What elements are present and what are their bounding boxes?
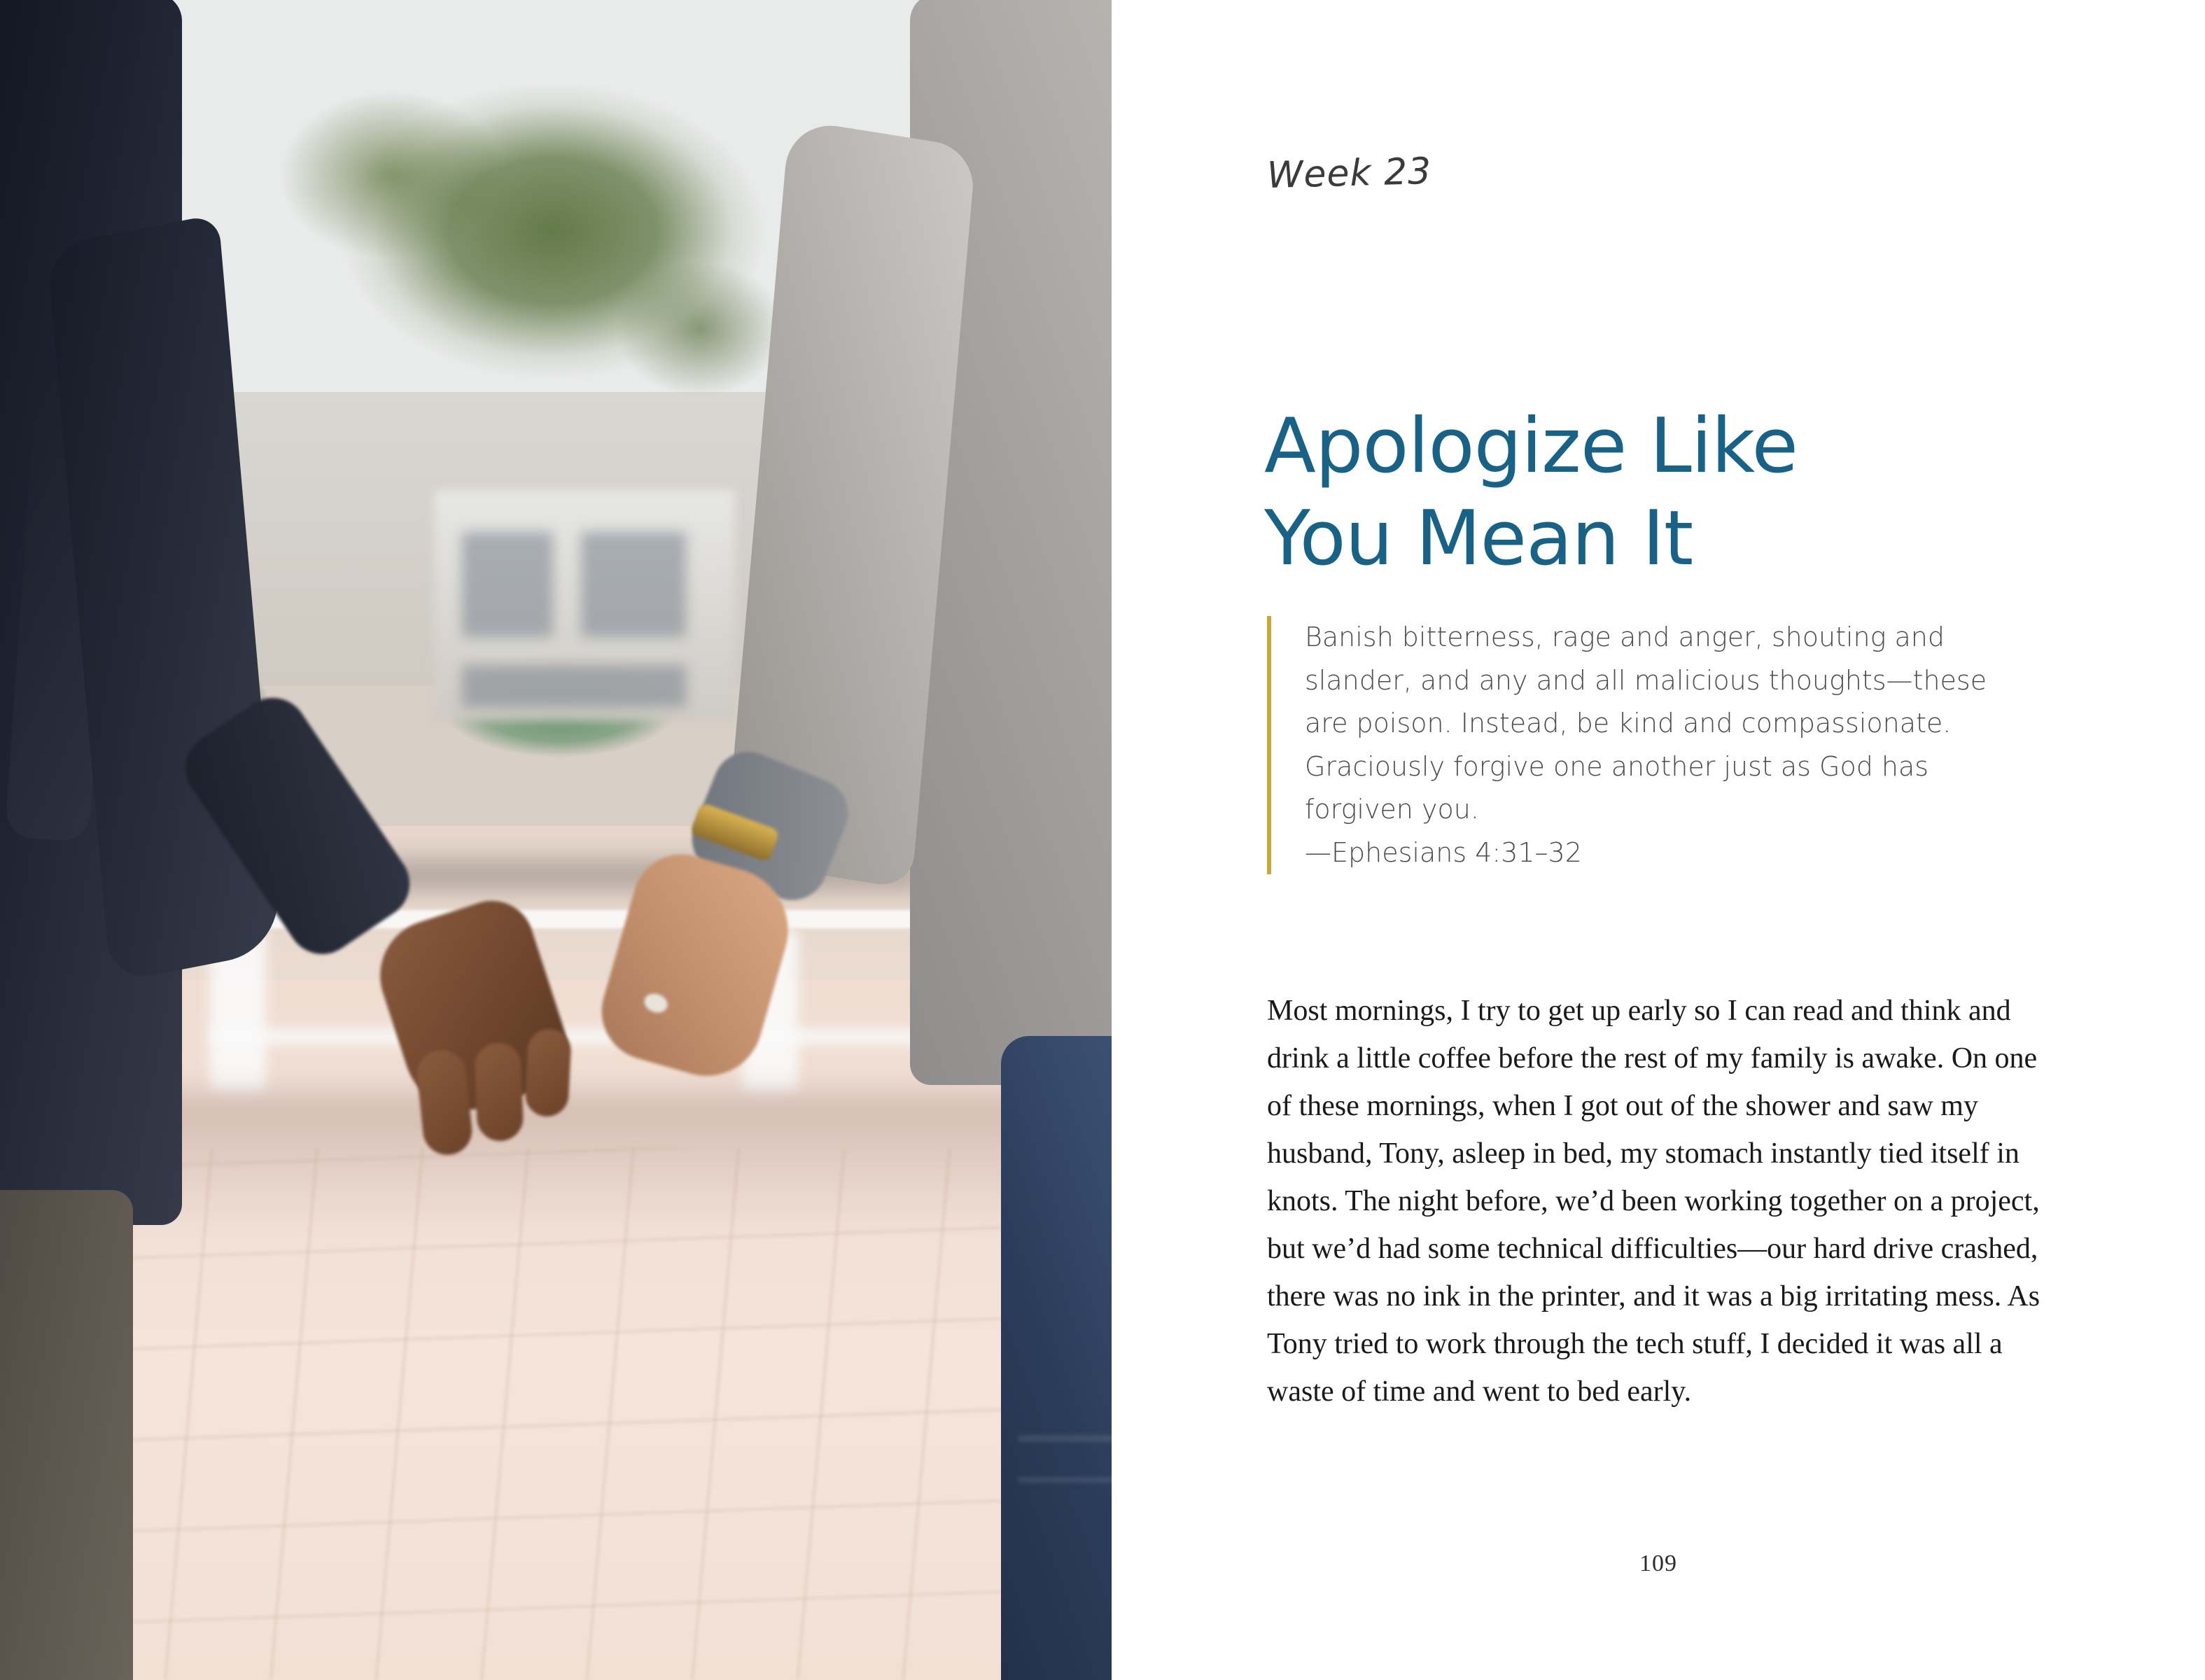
photo-pavement <box>0 1148 1112 1680</box>
page-title <box>1264 400 2034 585</box>
chapter-title-line-1: Apologize Like <box>1264 402 1798 491</box>
photo-window <box>581 532 686 637</box>
chapter-title-line-2: You Mean It <box>1264 495 1693 583</box>
scripture-quote-text: Banish bitterness, rage and anger, shouting and slander, and any and all malicious thoughts—these are poison. Instead, be kind and compassionate. Graciously forgive one another just as God has forgiven you. <box>1305 622 1987 825</box>
scripture-quote-block <box>1267 616 1991 874</box>
photo-window <box>462 665 686 707</box>
photo-jean-seam <box>1018 1435 1112 1442</box>
photo-man-finger <box>475 1042 524 1142</box>
week-label: Week 23 <box>1266 150 1432 197</box>
photo-jean-seam <box>1018 1477 1112 1483</box>
photo-woman-jeans <box>1001 1036 1112 1680</box>
photo-window <box>462 532 553 637</box>
page-number <box>1112 1550 2205 1577</box>
photo-man-trousers <box>0 1190 133 1680</box>
scripture-reference: —Ephesians 4:31–32 <box>1305 836 1582 868</box>
page-number-value: 109 <box>1639 1550 1677 1576</box>
photo-man-finger <box>524 1028 572 1117</box>
body-paragraph: Most mornings, I try to get up early so I can read and think and drink a little coffee before the rest of my family is awake. On one of these mornings, when I got out of the shower and saw my husband, Tony, asleep in bed, my stomach instantly tied itself in knots. The night before, we’d been working together on a project, but we’d had some technical difficulties—our hard drive crashed, there was no ink in the printer, and it was a big irritating mess. As Tony tried to work through the tech stuff, I decided it was all a waste of time and went to bed early. <box>1267 995 2040 1408</box>
chapter-text-page <box>1112 0 2205 1680</box>
